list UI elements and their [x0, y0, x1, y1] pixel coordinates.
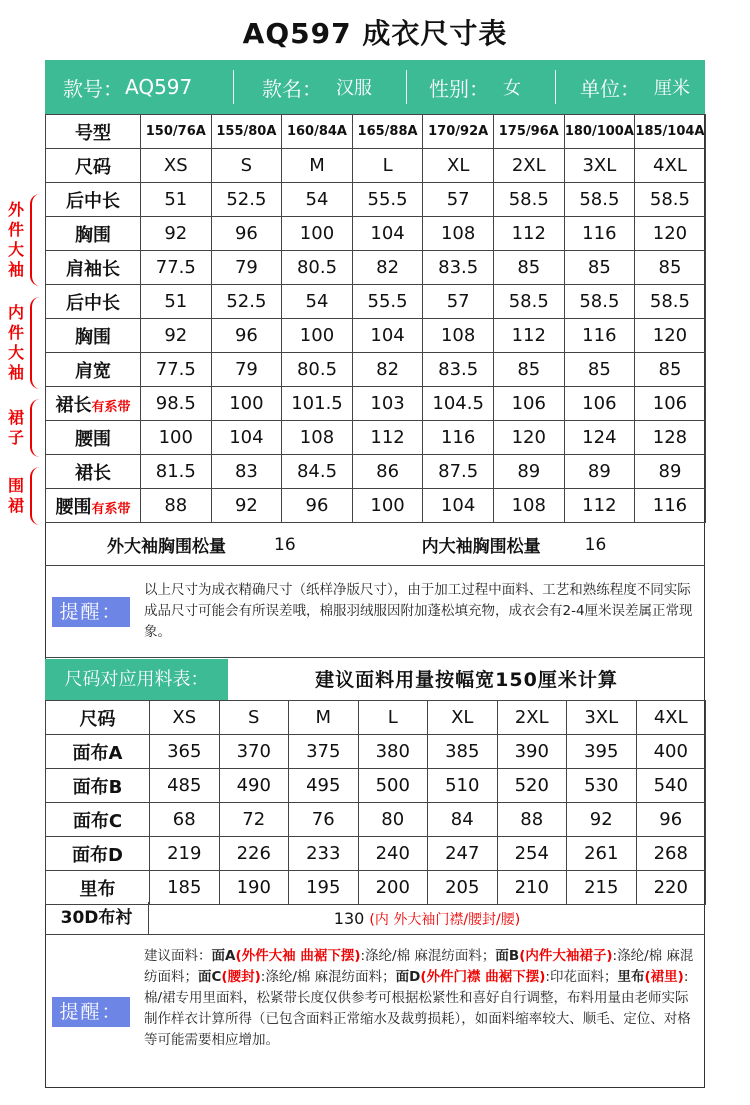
measurement-value: 96: [211, 319, 282, 353]
measurement-value: 89: [564, 455, 635, 489]
interlining-value-cell: [149, 902, 705, 934]
measurement-value: 51: [141, 183, 212, 217]
fabric-value: 485: [150, 769, 220, 803]
fabric-value: 76: [289, 803, 359, 837]
group-brace: [30, 467, 42, 525]
fabric-value: 88: [497, 803, 567, 837]
measurement-value: 80.5: [282, 251, 353, 285]
unit-value: 厘米: [654, 78, 690, 99]
fabric-row: [46, 769, 706, 803]
reminder-segment: :印花面料；: [545, 969, 618, 985]
measurement-label: 裙长: [55, 394, 92, 416]
measurement-label-cell: [46, 319, 141, 353]
reminder-segment: 里布: [617, 969, 645, 985]
measurement-value: 104: [352, 217, 423, 251]
measurement-value: 58.5: [493, 183, 564, 217]
fabric-value: 385: [428, 735, 498, 769]
size-cell: XS: [141, 149, 212, 183]
fabric-reminder-text: [144, 946, 696, 1051]
size-row: [46, 149, 706, 183]
fabric-section-label: 尺码对应用料表：: [45, 659, 228, 701]
measurement-value: 57: [423, 183, 494, 217]
code-row: [46, 115, 706, 149]
group-side-label: 内 件 大 袖: [7, 303, 24, 382]
size-cell: 2XL: [493, 149, 564, 183]
reminder-segment: :涤纶/棉 麻混纺面料；: [360, 948, 496, 964]
style-no-cell: [45, 60, 233, 114]
fabric-value: 490: [219, 769, 289, 803]
page-title: AQ597 成衣尺寸表: [242, 17, 508, 50]
fabric-value: 500: [358, 769, 428, 803]
measurement-value: 103: [352, 387, 423, 421]
reminder-segment: 面A: [211, 948, 236, 964]
reminder-box: [45, 566, 705, 658]
fabric-value: 185: [150, 871, 220, 905]
fabric-value: 205: [428, 871, 498, 905]
measurement-note: 有系带: [91, 399, 131, 415]
fabric-value: 261: [567, 837, 637, 871]
measurement-row: [46, 455, 706, 489]
measurement-value: 85: [564, 251, 635, 285]
gender-cell: [407, 60, 555, 114]
style-no-label: 款号：: [63, 76, 123, 101]
measurement-row: [46, 217, 706, 251]
style-name-cell: [234, 60, 406, 114]
measurement-value: 85: [493, 251, 564, 285]
measurement-row: [46, 285, 706, 319]
measurement-value: 85: [564, 353, 635, 387]
fabric-value: 210: [497, 871, 567, 905]
measurement-value: 58.5: [635, 285, 706, 319]
measurement-value: 89: [493, 455, 564, 489]
fabric-size-cell: XL: [428, 701, 498, 735]
unit-cell: [556, 60, 702, 114]
size-chart-table: [45, 114, 706, 523]
style-name-value: 汉服: [336, 78, 372, 99]
fabric-section-title: 建议面料用量按幅宽150厘米计算: [315, 669, 618, 691]
measurement-value: 86: [352, 455, 423, 489]
fabric-value: 395: [567, 735, 637, 769]
outer-ease-value: 16: [274, 534, 296, 555]
measurement-label-cell: [46, 251, 141, 285]
fabric-value: 195: [289, 871, 359, 905]
interlining-value: 130: [333, 909, 365, 928]
fabric-value: 365: [150, 735, 220, 769]
fabric-value: 84: [428, 803, 498, 837]
info-header: [45, 60, 705, 114]
fabric-row: [46, 837, 706, 871]
measurement-value: 84.5: [282, 455, 353, 489]
measurement-label-cell: [46, 455, 141, 489]
fabric-size-row: [46, 701, 706, 735]
measurement-value: 106: [564, 387, 635, 421]
measurement-label: 胸围: [75, 224, 111, 246]
group-side-label: 围 裙: [7, 476, 24, 515]
code-header: 号型: [46, 115, 141, 149]
reminder-segment: 面D: [395, 969, 421, 985]
fabric-value: 390: [497, 735, 567, 769]
size-cell: M: [282, 149, 353, 183]
measurement-value: 85: [493, 353, 564, 387]
size-cell: S: [211, 149, 282, 183]
size-header: 尺码: [46, 149, 141, 183]
group-side-label: 裙 子: [7, 408, 24, 447]
size-code-cell: 170/92A: [423, 115, 494, 149]
measurement-value: 124: [564, 421, 635, 455]
measurement-value: 112: [493, 319, 564, 353]
measurement-value: 108: [423, 319, 494, 353]
fabric-label: 面布C: [46, 803, 150, 837]
fabric-size-cell: XS: [150, 701, 220, 735]
measurement-label: 后中长: [66, 292, 120, 314]
fabric-value: 510: [428, 769, 498, 803]
measurement-value: 89: [635, 455, 706, 489]
measurement-value: 55.5: [352, 285, 423, 319]
size-code-cell: 165/88A: [352, 115, 423, 149]
measurement-value: 100: [211, 387, 282, 421]
measurement-value: 58.5: [564, 285, 635, 319]
measurement-label: 腰围: [55, 496, 92, 518]
measurement-value: 106: [635, 387, 706, 421]
fabric-row: [46, 803, 706, 837]
measurement-value: 52.5: [211, 285, 282, 319]
group-brace: [30, 194, 42, 286]
fabric-value: 226: [219, 837, 289, 871]
reminder-segment: 面C: [198, 969, 222, 985]
measurement-label: 肩宽: [75, 360, 111, 382]
fabric-value: 400: [636, 735, 706, 769]
measurement-value: 116: [423, 421, 494, 455]
ease-row: [45, 524, 705, 566]
fabric-row: [46, 735, 706, 769]
interlining-note: (内 外大袖门襟/腰封/腰): [369, 912, 521, 928]
reminder-badge: 提醒：: [52, 597, 130, 627]
fabric-value: 80: [358, 803, 428, 837]
fabric-value: 68: [150, 803, 220, 837]
measurement-value: 98.5: [141, 387, 212, 421]
measurement-row: [46, 183, 706, 217]
inner-ease-value: 16: [584, 534, 607, 555]
measurement-row: [46, 251, 706, 285]
group-side-label: 外 件 大 袖: [7, 200, 24, 279]
measurement-value: 104.5: [423, 387, 494, 421]
fabric-value: 219: [150, 837, 220, 871]
size-code-cell: 160/84A: [282, 115, 353, 149]
measurement-value: 52.5: [211, 183, 282, 217]
reminder-segment: 面B: [495, 948, 520, 964]
measurement-value: 82: [352, 353, 423, 387]
fabric-row: [46, 871, 706, 905]
reminder-segment: :涤纶/棉 麻混纺面料；: [260, 969, 396, 985]
fabric-size-cell: L: [358, 701, 428, 735]
size-code-cell: 155/80A: [211, 115, 282, 149]
reminder-segment: :棉/裙专用里面料，松紧带长度仅供参考可根据松紧性和喜好自行调整，布料用量由老师实际制作样衣计算所得（已包含面料正常缩水及裁剪损耗），如面料缩率较大、顺毛、定位、对格等可能需要相应增加。: [144, 969, 691, 1048]
fabric-value: 215: [567, 871, 637, 905]
measurement-value: 80.5: [282, 353, 353, 387]
fabric-size-cell: S: [219, 701, 289, 735]
fabric-size-cell: M: [289, 701, 359, 735]
measurement-value: 108: [493, 489, 564, 523]
measurement-value: 116: [564, 319, 635, 353]
fabric-value: 370: [219, 735, 289, 769]
measurement-value: 55.5: [352, 183, 423, 217]
reminder-segment: (外件门襟 曲裾下摆): [420, 969, 546, 985]
measurement-label-cell: [46, 421, 141, 455]
fabric-label: 面布A: [46, 735, 150, 769]
reminder-segment: 建议面料：: [144, 948, 212, 964]
measurement-value: 51: [141, 285, 212, 319]
measurement-note: 有系带: [91, 501, 131, 517]
measurement-value: 112: [352, 421, 423, 455]
fabric-value: 92: [567, 803, 637, 837]
measurement-label: 肩袖长: [66, 258, 120, 280]
measurement-value: 77.5: [141, 251, 212, 285]
fabric-value: 72: [219, 803, 289, 837]
measurement-row: [46, 489, 706, 523]
fabric-value: 220: [636, 871, 706, 905]
measurement-row: [46, 319, 706, 353]
measurement-label-cell: [46, 285, 141, 319]
group-brace: [30, 297, 42, 389]
fabric-section-header: [45, 659, 705, 701]
measurement-label: 胸围: [75, 326, 111, 348]
style-name-label: 款名：: [262, 76, 322, 101]
measurement-value: 120: [635, 217, 706, 251]
size-code-cell: 185/104A: [635, 115, 706, 149]
gender-value: 女: [503, 78, 521, 99]
measurement-value: 83.5: [423, 251, 494, 285]
measurement-row: [46, 421, 706, 455]
fabric-value: 200: [358, 871, 428, 905]
measurement-value: 106: [493, 387, 564, 421]
measurement-value: 116: [564, 217, 635, 251]
fabric-value: 233: [289, 837, 359, 871]
measurement-value: 82: [352, 251, 423, 285]
measurement-row: [46, 387, 706, 421]
fabric-size-header: 尺码: [46, 701, 150, 735]
fabric-value: 540: [636, 769, 706, 803]
measurement-value: 128: [635, 421, 706, 455]
reminder-badge-2: 提醒：: [52, 997, 130, 1027]
measurement-value: 83: [211, 455, 282, 489]
fabric-value: 495: [289, 769, 359, 803]
style-no-value: AQ597: [125, 75, 193, 99]
fabric-size-cell: 2XL: [497, 701, 567, 735]
measurement-value: 85: [635, 353, 706, 387]
size-code-cell: 150/76A: [141, 115, 212, 149]
measurement-value: 92: [211, 489, 282, 523]
measurement-value: 87.5: [423, 455, 494, 489]
measurement-value: 108: [282, 421, 353, 455]
measurement-value: 92: [141, 319, 212, 353]
fabric-value: 190: [219, 871, 289, 905]
reminder-segment: (内件大袖裙子): [519, 948, 613, 964]
measurement-value: 100: [352, 489, 423, 523]
fabric-table: [45, 700, 706, 905]
measurement-value: 120: [635, 319, 706, 353]
interlining-label: 30D布衬: [45, 902, 149, 934]
size-code-cell: 180/100A: [564, 115, 635, 149]
unit-label: 单位：: [580, 76, 640, 101]
fabric-value: 380: [358, 735, 428, 769]
measurement-label: 裙长: [75, 462, 111, 484]
size-cell: L: [352, 149, 423, 183]
size-cell: 4XL: [635, 149, 706, 183]
measurement-value: 83.5: [423, 353, 494, 387]
measurement-value: 104: [211, 421, 282, 455]
measurement-value: 92: [141, 217, 212, 251]
measurement-value: 54: [282, 183, 353, 217]
gender-label: 性别：: [429, 76, 489, 101]
outer-ease-label: 外大袖胸围松量: [107, 537, 226, 557]
reminder-segment: :涤纶/棉 麻混纺面料；: [144, 948, 694, 985]
fabric-value: 96: [636, 803, 706, 837]
measurement-value: 81.5: [141, 455, 212, 489]
fabric-value: 247: [428, 837, 498, 871]
measurement-value: 104: [423, 489, 494, 523]
measurement-value: 108: [423, 217, 494, 251]
fabric-value: 520: [497, 769, 567, 803]
fabric-value: 375: [289, 735, 359, 769]
measurement-value: 58.5: [635, 183, 706, 217]
measurement-value: 100: [282, 319, 353, 353]
measurement-label: 腰围: [75, 428, 111, 450]
measurement-value: 112: [564, 489, 635, 523]
measurement-value: 58.5: [493, 285, 564, 319]
fabric-value: 530: [567, 769, 637, 803]
fabric-label: 面布D: [46, 837, 150, 871]
measurement-value: 79: [211, 251, 282, 285]
group-brace: [30, 399, 42, 457]
measurement-row: [46, 353, 706, 387]
measurement-value: 57: [423, 285, 494, 319]
measurement-label-cell: [46, 489, 141, 523]
fabric-label: 面布B: [46, 769, 150, 803]
measurement-value: 101.5: [282, 387, 353, 421]
measurement-label: 后中长: [66, 190, 120, 212]
measurement-value: 88: [141, 489, 212, 523]
size-cell: 3XL: [564, 149, 635, 183]
measurement-value: 77.5: [141, 353, 212, 387]
fabric-size-cell: 3XL: [567, 701, 637, 735]
reminder-segment: (外件大袖 曲裾下摆): [235, 948, 361, 964]
measurement-label-cell: [46, 183, 141, 217]
measurement-value: 96: [211, 217, 282, 251]
measurement-value: 116: [635, 489, 706, 523]
measurement-label-cell: [46, 217, 141, 251]
measurement-label-cell: [46, 387, 141, 421]
reminder-text: 以上尺寸为成衣精确尺寸（纸样净版尺寸），由于加工过程中面料、工艺和熟练程度不同实际成品尺寸可能会有所误差哦，棉服羽绒服因附加蓬松填充物，成衣会有2-4厘米误差属正常现象。: [144, 582, 693, 640]
fabric-value: 254: [497, 837, 567, 871]
fabric-label: 里布: [46, 871, 150, 905]
inner-ease-label: 内大袖胸围松量: [421, 537, 541, 557]
fabric-size-cell: 4XL: [636, 701, 706, 735]
measurement-value: 58.5: [564, 183, 635, 217]
measurement-value: 104: [352, 319, 423, 353]
measurement-value: 100: [141, 421, 212, 455]
measurement-value: 54: [282, 285, 353, 319]
reminder-segment: (腰封): [221, 969, 261, 985]
measurement-value: 112: [493, 217, 564, 251]
measurement-value: 100: [282, 217, 353, 251]
measurement-value: 79: [211, 353, 282, 387]
measurement-value: 120: [493, 421, 564, 455]
fabric-value: 240: [358, 837, 428, 871]
measurement-label-cell: [46, 353, 141, 387]
size-code-cell: 175/96A: [493, 115, 564, 149]
reminder-segment: (裙里): [644, 969, 684, 985]
fabric-value: 268: [636, 837, 706, 871]
measurement-value: 96: [282, 489, 353, 523]
measurement-value: 85: [635, 251, 706, 285]
interlining-row: [45, 902, 705, 935]
size-cell: XL: [423, 149, 494, 183]
